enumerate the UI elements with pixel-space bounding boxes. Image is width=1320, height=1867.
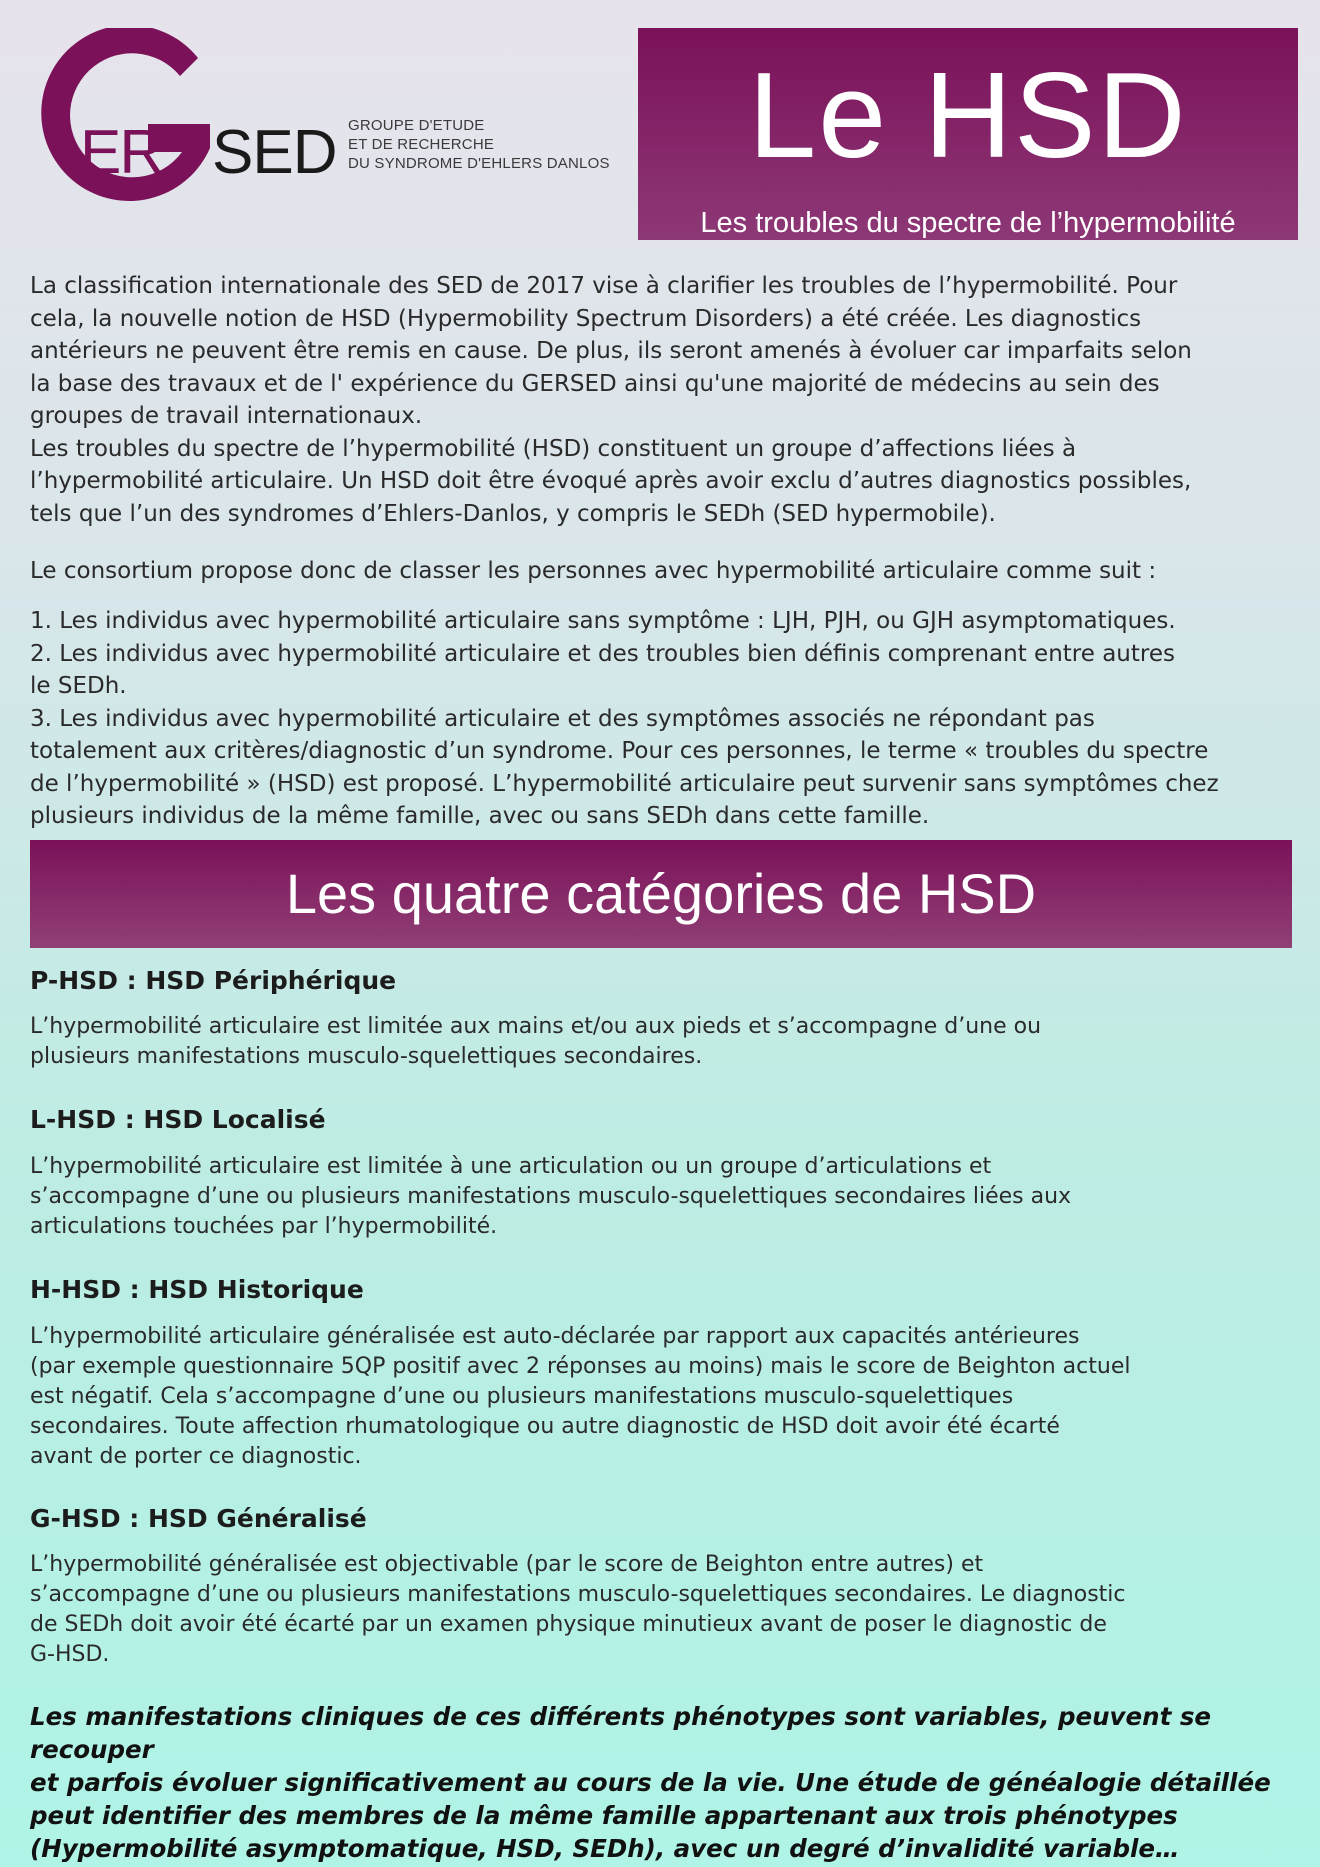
intro-line: la base des travaux et de l' expérience du GERSED ainsi qu'une majorité de médecins au sein des	[30, 370, 1160, 397]
closing-line: Les manifestations cliniques de ces différents phénotypes sont variables, peuvent se recouper	[30, 1702, 1212, 1764]
intro-line: antérieurs ne peuvent être remis en cause. De plus, ils seront amenés à évoluer car imparfaits selon	[30, 338, 1192, 364]
category-line: s’accompagne d’une ou plusieurs manifestations musculo-squelettiques secondaires liées aux	[30, 1184, 1072, 1209]
intro-line: Les troubles du spectre de l’hypermobilité (HSD) constituent un groupe d’affections liées à	[30, 435, 1077, 462]
logo-sed: SED	[212, 118, 337, 187]
closing-line: et parfois évoluer significativement au cours de la vie. Une étude de généalogie détaillée	[30, 1768, 1271, 1797]
category-line: est négatif. Cela s’accompagne d’une ou plusieurs manifestations musculo-squelettiques	[30, 1384, 1014, 1409]
category-title-l-hsd: L-HSD : HSD Localisé	[30, 1105, 326, 1134]
page-subtitle: Les troubles du spectre de l’hypermobilité	[700, 207, 1236, 239]
category-line: articulations touchées par l’hypermobilité.	[30, 1214, 498, 1239]
intro-line: La classification internationale des SED de 2017 vise à clarifier les troubles de l’hypermobilité. Pour	[30, 273, 1178, 299]
closing-line: peut identifier des membres de la même famille appartenant aux trois phénotypes	[30, 1801, 1178, 1830]
category-body-l-hsd	[30, 1152, 1260, 1242]
closing-line: (Hypermobilité asymptomatique, HSD, SEDh), avec un degré d’invalidité variable…	[30, 1834, 1180, 1863]
category-line: plusieurs manifestations musculo-squelettiques secondaires.	[30, 1044, 703, 1069]
category-line: L’hypermobilité articulaire est limitée à une articulation ou un groupe d’articulations et	[30, 1154, 992, 1179]
section-banner: Les quatre catégories de HSD	[30, 840, 1292, 948]
logo-er: ER	[80, 118, 163, 187]
category-line: L’hypermobilité généralisée est objectivable (par le score de Beighton entre autres) et	[30, 1552, 984, 1577]
logo-tagline	[348, 116, 610, 173]
page-title: Le HSD	[748, 47, 1188, 183]
intro-line: cela, la nouvelle notion de HSD (Hypermobility Spectrum Disorders) a été créée. Les diagnostics	[30, 305, 1142, 332]
category-line: de SEDh doit avoir été écarté par un examen physique minutieux avant de poser le diagnostic de	[30, 1612, 1107, 1637]
category-line: avant de porter ce diagnostic.	[30, 1444, 362, 1469]
category-line: G-HSD.	[30, 1642, 110, 1667]
list-item: le SEDh.	[30, 673, 127, 699]
category-body-p-hsd	[30, 1012, 1260, 1072]
list-item: 1. Les individus avec hypermobilité articulaire sans symptôme : LJH, PJH, ou GJH asymptomatiques.	[30, 608, 1176, 634]
list-item: totalement aux critères/diagnostic d’un syndrome. Pour ces personnes, le terme « troubles du spectre	[30, 738, 1209, 764]
list-item: de l’hypermobilité » (HSD) est proposé. L’hypermobilité articulaire peut survenir sans symptômes chez	[30, 770, 1219, 797]
classification-list	[30, 605, 1320, 833]
category-title-p-hsd: P-HSD : HSD Périphérique	[30, 966, 397, 995]
hero-banner	[638, 28, 1298, 240]
list-item: 3. Les individus avec hypermobilité articulaire et des symptômes associés ne répondant pas	[30, 705, 1095, 732]
category-line: s’accompagne d’une ou plusieurs manifestations musculo-squelettiques secondaires. Le diagnostic	[30, 1582, 1126, 1607]
category-title-g-hsd: G-HSD : HSD Généralisé	[30, 1504, 367, 1533]
category-line: L’hypermobilité articulaire est limitée aux mains et/ou aux pieds et s’accompagne d’une ou	[30, 1014, 1042, 1039]
category-line: L’hypermobilité articulaire généralisée est auto-déclarée par rapport aux capacités antérieures	[30, 1324, 1080, 1349]
intro-line: l’hypermobilité articulaire. Un HSD doit être évoqué après avoir exclu d’autres diagnostics possibles,	[30, 468, 1192, 494]
list-item: 2. Les individus avec hypermobilité articulaire et des troubles bien définis comprenant entre autres	[30, 640, 1175, 667]
list-item: plusieurs individus de la même famille, avec ou sans SEDh dans cette famille.	[30, 803, 930, 829]
category-title-h-hsd: H-HSD : HSD Historique	[30, 1275, 364, 1304]
logo-tagline-line: DU SYNDROME D'EHLERS DANLOS	[348, 155, 610, 172]
intro-line: tels que l’un des syndromes d’Ehlers-Danlos, y compris le SEDh (SED hypermobile).	[30, 500, 996, 527]
category-body-g-hsd	[30, 1550, 1260, 1670]
consortium-paragraph: Le consortium propose donc de classer les personnes avec hypermobilité articulaire comme suit :	[30, 558, 1157, 584]
closing-note	[30, 1700, 1320, 1865]
category-line: secondaires. Toute affection rhumatologique ou autre diagnostic de HSD doit avoir été écarté	[30, 1414, 1060, 1439]
logo-tagline-line: GROUPE D'ETUDE	[348, 117, 485, 134]
logo-tagline-line: ET DE RECHERCHE	[348, 136, 495, 153]
intro-paragraph	[30, 270, 1320, 530]
intro-line: groupes de travail internationaux.	[30, 403, 423, 429]
category-body-h-hsd	[30, 1322, 1260, 1472]
category-line: (par exemple questionnaire 5QP positif avec 2 réponses au moins) mais le score de Beighton actuel	[30, 1354, 1131, 1379]
